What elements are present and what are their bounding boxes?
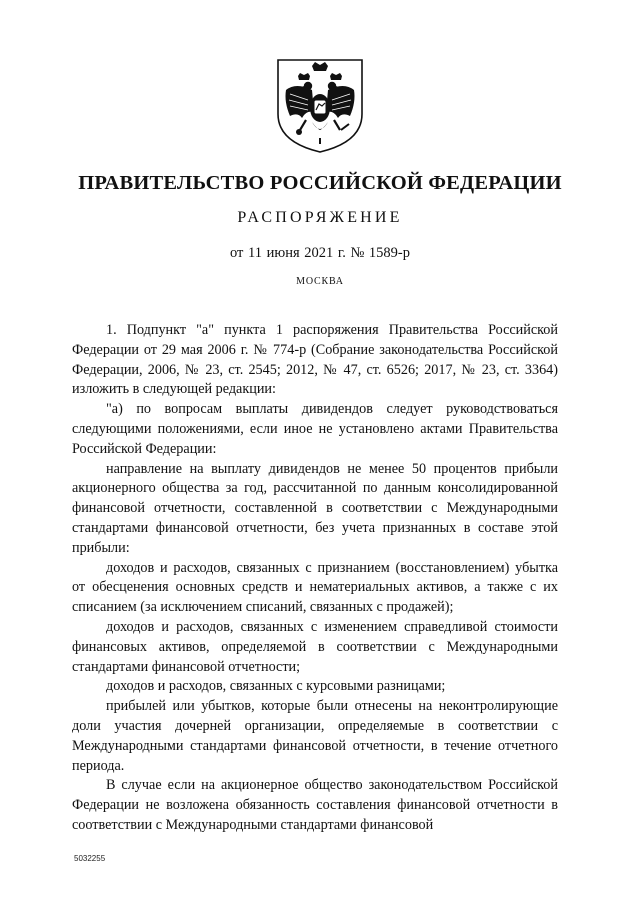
- paragraph: доходов и расходов, связанных с изменением справедливой стоимости финансовых активов, определяемой в соответствии с Международными стандартами финансовой отчетности;: [72, 618, 558, 675]
- paragraph: направление на выплату дивидендов не менее 50 процентов прибыли акционерного общества за год, рассчитанной по данным консолидированной финансовой отчетности, составленной в соответствии с Международными стандартами финансовой отчетности, без учета признанных в составе этой прибыли:: [72, 460, 558, 556]
- document-body: [72, 321, 558, 836]
- paragraph: 1. Подпункт "а" пункта 1 распоряжения Правительства Российской Федерации от 29 мая 2006 г. № 774-р (Собрание законодательства Российской Федерации, 2006, № 23, ст. 2545; 2012, № 47, ст. 6526; 2017, № 23, ст. 3364) изложить в следующей редакции:: [72, 322, 558, 398]
- document-type: РАСПОРЯЖЕНИЕ: [237, 209, 403, 226]
- document-code: 5032255: [74, 854, 106, 863]
- paragraph: доходов и расходов, связанных с признанием (восстановлением) убытка от обесценения основных средств и нематериальных активов, а также с их списанием (за исключением списаний, связанных с продажей);: [72, 559, 558, 616]
- page-title: ПРАВИТЕЛЬСТВО РОССИЙСКОЙ ФЕДЕРАЦИИ: [78, 172, 562, 194]
- paragraph: доходов и расходов, связанных с курсовыми разницами;: [106, 678, 446, 695]
- paragraph: прибылей или убытков, которые были отнесены на неконтролирующие доли участия дочерней организации, определяемые в соответствии с Международными стандартами финансовой отчетности, в течение отчетного периода.: [72, 698, 558, 774]
- russian-coat-of-arms-icon: [272, 56, 368, 154]
- paragraph: "а) по вопросам выплаты дивидендов следует руководствоваться следующими положениями, если иное не установлено актами Правительства Российской Федерации:: [72, 401, 558, 457]
- document-date-number: от 11 июня 2021 г. № 1589-р: [230, 245, 410, 261]
- paragraph: В случае если на акционерное общество законодательством Российской Федерации не возложена обязанность составления финансовой отчетности в соответствии с Международными стандартами финансовой: [72, 777, 558, 833]
- document-city: МОСКВА: [296, 276, 344, 287]
